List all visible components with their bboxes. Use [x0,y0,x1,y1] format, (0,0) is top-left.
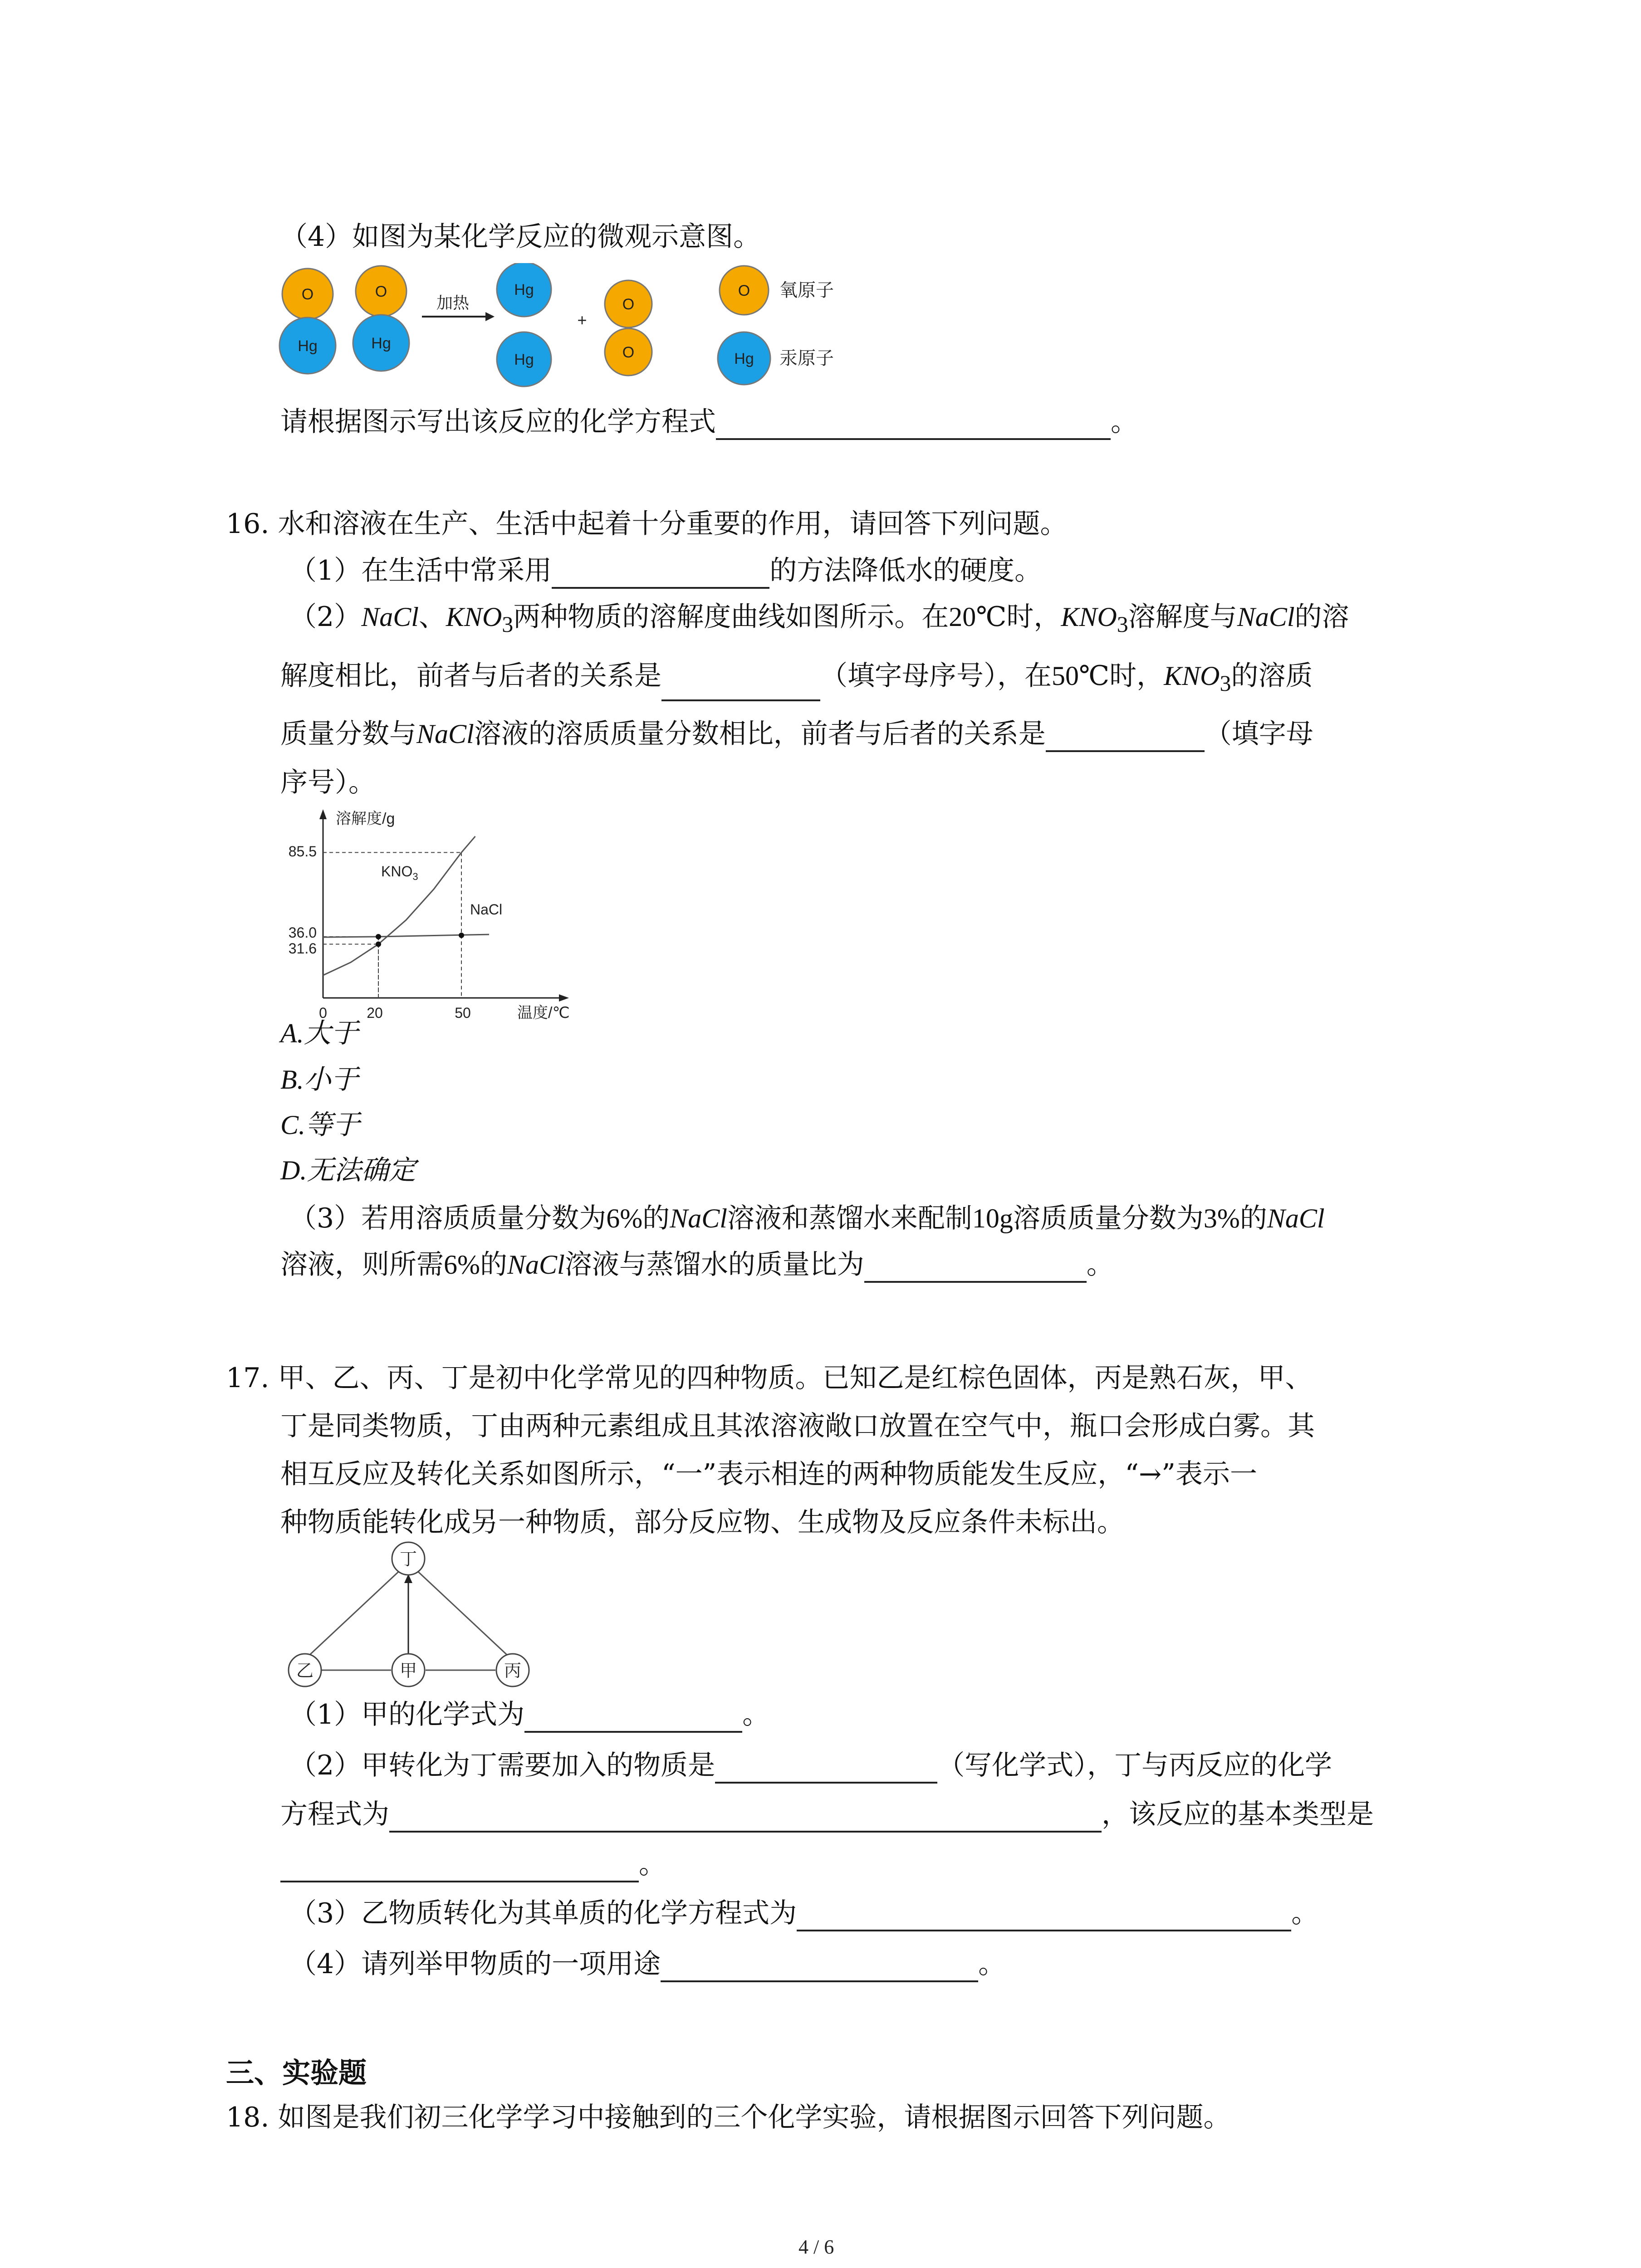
period: 。 [742,1699,770,1730]
node-bing-label: 丙 [504,1662,522,1681]
answer-blank-jia-formula[interactable] [524,1703,742,1733]
solubility-curve-chart [272,803,590,1025]
y-tick-label: 31.6 [288,940,317,957]
series-line-nacl [323,934,489,937]
node-jia-label: 甲 [399,1662,417,1681]
answer-blank-use[interactable] [661,1952,978,1982]
formula-nacl: NaCl [361,602,419,632]
q16-stem: 16. 水和溶液在生产、生活中起着十分重要的作用，请回答下列问题。 [226,508,1068,540]
q16-p3-text: 的 [480,1249,507,1281]
period: 。 [1291,1897,1319,1929]
answer-blank-ding-bing-equation[interactable] [389,1803,1102,1833]
x-tick-label: 0 [319,1005,327,1021]
section-heading: 三、实验题 [226,2056,367,2089]
period: 。 [1111,406,1138,438]
series-label-kno3: $KNO_3$ [381,863,418,882]
q16-p2-text: 的溶 [1294,601,1349,633]
answer-blank-softening[interactable] [552,559,769,589]
percent-6: 6% [444,1250,480,1280]
q16-p3-text: 的 [642,1202,670,1234]
oxygen-atom-label: O [622,344,635,361]
legend-oxygen-symbol: O [738,282,750,299]
q15-4-prompt: 请根据图示写出该反应的化学方程式 [280,406,716,438]
formula-kno3: KNO [446,602,502,632]
x-axis-arrow [559,994,569,1002]
legend-oxygen-label: 氧原子 [779,280,834,300]
substance-relation-diagram [272,1538,554,1687]
q16-p3-text: 溶质质量分数为 [1013,1202,1204,1234]
option-d[interactable]: D.无法确定 [280,1155,416,1185]
q16-p2-label: （2） [289,601,362,633]
percent-6: 6% [606,1203,643,1233]
q15-4-intro: （4）如图为某化学反应的微观示意图。 [280,221,761,253]
q17-stem-line4: 种物质能转化成另一种物质，部分反应物、生成物及反应条件未标出。 [280,1506,1124,1538]
legend-mercury-label: 汞原子 [779,348,834,368]
q17-stem-line3: 相互反应及转化关系如图所示，“一”表示相连的两种物质能发生反应，“→”表示一 [280,1458,1257,1490]
option-c[interactable]: C.等于 [280,1110,360,1140]
option-a[interactable]: A.大于 [280,1018,358,1048]
period: 。 [978,1948,1006,1980]
y-tick-label: 85.5 [288,843,317,860]
temp-20: 20℃ [949,602,1007,632]
data-point [376,942,381,947]
formula-nacl: NaCl [507,1250,565,1280]
mercury-atom-label: Hg [514,281,534,298]
plus-sign: + [577,311,587,329]
q16-p1-text-end: 的方法降低水的硬度。 [769,555,1042,587]
q16-part1 [289,552,1042,589]
option-b[interactable]: B.小于 [280,1065,358,1095]
reaction-micro-diagram [272,263,871,395]
q17-part3 [289,1895,1318,1931]
q16-p3-text: 溶液和蒸馏水来配制 [727,1202,972,1234]
q17-part2-line3 [280,1846,666,1882]
node-ding-label: 丁 [399,1550,417,1569]
q16-p2-text: 溶解度与 [1128,601,1237,633]
answer-blank-equation[interactable] [716,410,1111,440]
q16-p2-text: 时， [1006,601,1061,633]
node-yi-label: 乙 [296,1662,314,1681]
formula-kno3: KNO [1061,602,1117,632]
separator: 、 [418,601,446,633]
q16-part2-line1 [289,599,1349,642]
series-line-kno3 [323,836,475,975]
answer-blank-relation-50c[interactable] [1046,722,1205,752]
q16-part3-line1 [289,1200,1325,1237]
temp-50: 50℃ [1052,661,1110,691]
y-tick-label: 36.0 [288,924,317,941]
q17-p3-text: （3）乙物质转化为其单质的化学方程式为 [289,1897,797,1929]
q16-p2-text: （填字母 [1204,718,1313,750]
period: 。 [639,1848,666,1880]
q17-part4 [289,1946,1005,1982]
formula-kno3: KNO [1164,661,1220,691]
q16-part2-line2 [280,658,1313,701]
data-point [376,934,381,939]
series-label-nacl: NaCl [470,901,503,918]
q17-part2-line2 [280,1796,1374,1833]
q17-p4-text: （4）请列举甲物质的一项用途 [289,1948,661,1980]
x-axis-title: 温度/℃ [517,1004,570,1022]
q15-4-prompt-line [280,404,1138,440]
legend-mercury-symbol: Hg [734,350,754,367]
subscript-3: 3 [502,611,514,637]
q17-part2-line1 [289,1747,1332,1784]
q16-p2-text: 的溶质 [1231,660,1313,692]
mercury-atom-label: Hg [371,335,391,352]
formula-nacl: NaCl [1237,602,1295,632]
answer-blank-relation-20c[interactable] [661,671,820,701]
oxygen-atom-label: O [375,283,387,300]
x-tick-label: 20 [367,1005,383,1021]
q16-p2-text: 两种物质的溶解度曲线如图所示。在 [513,601,949,633]
q17-stem-line2: 丁是同类物质，丁由两种元素组成且其浓溶液敞口放置在空气中，瓶口会形成白雾。其 [280,1410,1315,1442]
x-tick-label: 50 [455,1005,471,1021]
q16-p2-text: 时， [1109,660,1164,692]
data-point [459,933,464,938]
mercury-atom-label: Hg [514,351,534,368]
q17-stem-line1: 17. 甲、乙、丙、丁是初中化学常见的四种物质。已知乙是红棕色固体，丙是熟石灰，甲、 [226,1362,1313,1394]
oxygen-atom-label: O [301,286,314,303]
q16-p1-text: （1）在生活中常采用 [289,555,552,587]
reaction-line [414,1568,513,1660]
q16-p3-text: 的 [1239,1202,1267,1234]
mercury-atom-label: Hg [298,337,318,355]
oxygen-atom-label: O [622,296,635,313]
percent-3: 3% [1203,1203,1240,1233]
q16-p2-text: 质量分数与 [280,718,416,750]
q17-p2-text: （2）甲转化为丁需要加入的物质是 [289,1750,715,1781]
arrow-label: 加热 [436,293,470,312]
formula-nacl: NaCl [670,1203,727,1233]
y-axis-arrow [319,809,327,819]
q16-part2-line3 [280,716,1313,752]
q16-p3-text: （3）若用溶质质量分数为 [289,1202,607,1234]
q18-stem: 18. 如图是我们初三化学学习中接触到的三个化学实验，请根据图示回答下列问题。 [226,2102,1231,2133]
reaction-line [304,1568,403,1660]
page-number: 4 / 6 [798,2236,834,2258]
subscript-3: 3 [1117,611,1128,637]
q16-p3-text: 溶液，则所需 [280,1249,444,1281]
period: 。 [1086,1249,1114,1281]
q16-p2-text: 解度相比，前者与后者的关系是 [280,660,661,692]
formula-nacl: NaCl [416,719,474,749]
answer-blank-reaction-type[interactable] [280,1853,639,1882]
q17-p2-text: （写化学式），丁与丙反应的化学 [937,1750,1332,1781]
q16-part3-line2 [280,1246,1114,1283]
subscript-3: 3 [1220,670,1231,696]
mass-10g: 10g [972,1203,1013,1233]
y-axis-title: 溶解度/g [336,810,395,827]
q16-part2-line4: 序号）。 [280,767,376,798]
q17-p2-text: ，该反应的基本类型是 [1102,1799,1374,1830]
formula-nacl: NaCl [1267,1203,1325,1233]
q16-p2-text: （填字母序号），在 [820,660,1052,692]
q17-p2-text: 方程式为 [280,1799,389,1830]
answer-blank-mass-ratio[interactable] [864,1253,1087,1283]
q17-part1 [289,1696,769,1733]
q16-p2-text: 溶液的溶质质量分数相比，前者与后者的关系是 [474,718,1046,750]
answer-blank-yi-equation[interactable] [797,1901,1291,1931]
answer-blank-reagent[interactable] [715,1754,937,1784]
q17-p1-text: （1）甲的化学式为 [289,1699,525,1730]
q16-p3-text: 溶液与蒸馏水的质量比为 [564,1249,864,1281]
